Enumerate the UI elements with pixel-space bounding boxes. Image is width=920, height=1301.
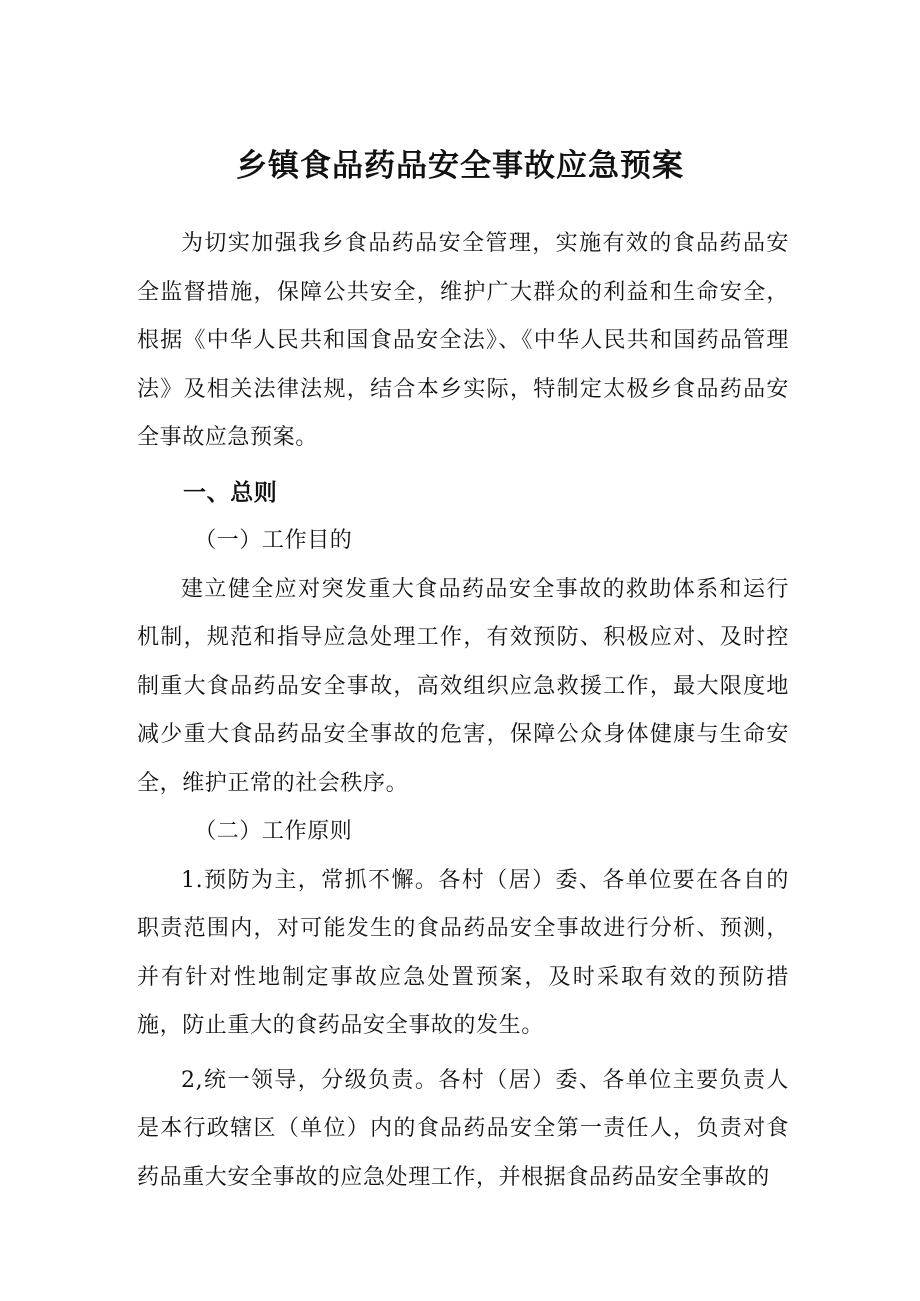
document-body [137,220,789,1202]
principle-2-paragraph: 2,统一领导，分级负责。各村（居）委、各单位主要负责人是本行政辖区（单位）内的食品药品安全第一责任人，负责对食药品重大安全事故的应急处理工作，并根据食品药品安全事故的 [137,1067,789,1190]
principle-1-paragraph: 1.预防为主，常抓不懈。各村（居）委、各单位要在各自的职责范围内，对可能发生的食品药品安全事故进行分析、预测，并有针对性地制定事故应急处置预案，及时采取有效的预防措施，防止重大的食药品安全事故的发生。 [137,867,789,1038]
purpose-paragraph: 建立健全应对突发重大食品药品安全事故的救助体系和运行机制，规范和指导应急处理工作，有效预防、积极应对、及时控制重大食品药品安全事故，高效组织应急救援工作，最大限度地减少重大食品药品安全事故的危害，保障公众身体健康与生命安全，维护正常的社会秩序。 [137,576,789,796]
intro-paragraph: 为切实加强我乡食品药品安全管理，实施有效的食品药品安全监督措施，保障公共安全，维护广大群众的利益和生命安全，根据《中华人民共和国食品安全法》、《中华人民共和国药品管理法》及相关法律法规，结合本乡实际，特制定太极乡食品药品安全事故应急预案。 [137,231,789,450]
subsection-heading-purpose: （一）工作目的 [194,528,353,553]
document-title: 乡镇食品药品安全事故应急预案 [236,148,684,184]
section-heading-general: 一、总则 [183,479,278,506]
subsection-heading-principles: （二）工作原则 [194,819,353,844]
